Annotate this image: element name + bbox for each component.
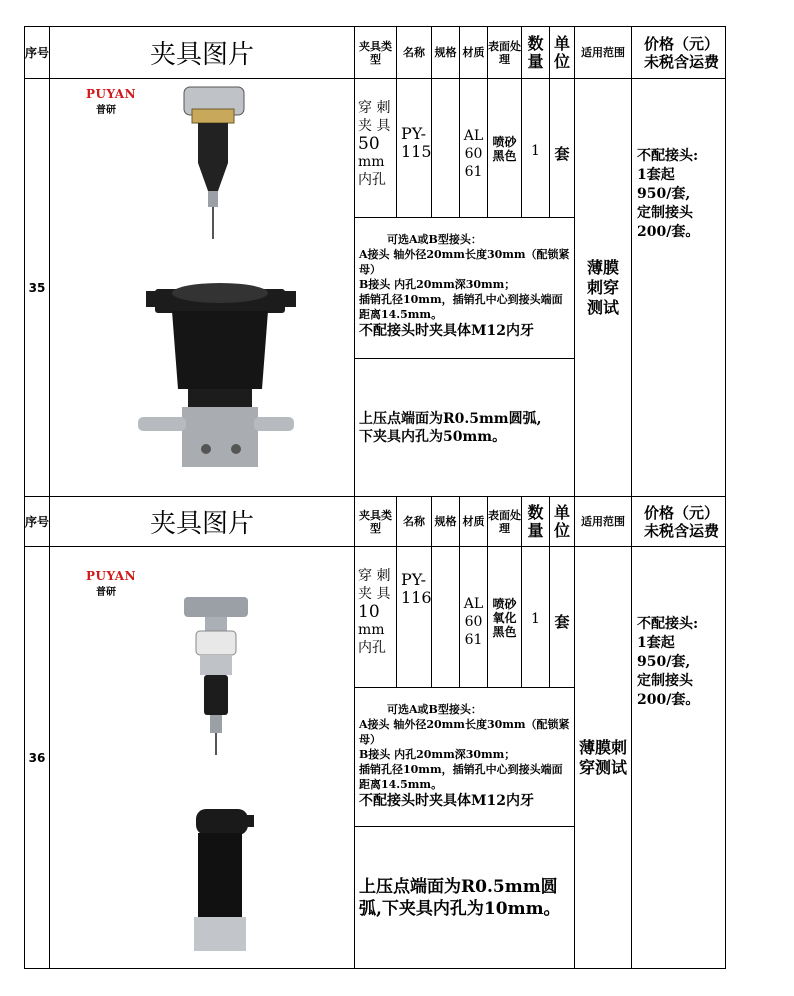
spec-table: [24, 496, 726, 969]
unit-cell: 套: [550, 79, 575, 218]
image-cell: [50, 79, 355, 497]
header-image: 夹具图片: [50, 27, 355, 79]
surface-cell: 喷砂 氧化 黑色: [488, 547, 522, 688]
surface-cell: 喷砂 黑色: [488, 79, 522, 218]
header-seq: 序号: [25, 497, 50, 547]
item-block-35: [24, 26, 725, 497]
header-material: 材质: [460, 27, 488, 79]
puyan-logo: PUYAN 普研: [86, 87, 137, 116]
header-surface: 表面处理: [488, 497, 522, 547]
header-name: 名称: [397, 27, 432, 79]
header-price: 价格（元） 未税含运费: [632, 27, 726, 79]
header-name: 名称: [397, 497, 432, 547]
material-cell: AL 60 61: [460, 547, 488, 688]
spec-value-cell: [432, 79, 460, 218]
header-type: 夹具类型: [355, 27, 397, 79]
unit-cell: 套: [550, 547, 575, 688]
press-note-cell: 上压点端面为R0.5mm圆 弧,下夹具内孔为10mm。: [355, 827, 575, 969]
scope-cell: 薄膜 刺穿 测试: [575, 79, 632, 497]
header-material: 材质: [460, 497, 488, 547]
model-cell: PY- 115: [397, 79, 432, 218]
material-cell: AL 60 61: [460, 79, 488, 218]
header-spec: 规格: [432, 497, 460, 547]
spec-table: [24, 26, 726, 497]
seq-cell: 36: [25, 547, 50, 969]
header-seq: 序号: [25, 27, 50, 79]
type-cell: 穿 刺 夹 具 10 mm 内孔: [355, 547, 397, 688]
puyan-logo: PUYAN 普研: [86, 569, 137, 598]
joint-note-cell: 可选A或B型接头： A接头 轴外径20mm长度30mm（配锁紧母） B接头 内孔20mm深30mm； 插销孔径10mm，插销孔中心到接头端面距离14.5mm。 不配接头时夹具体M12内牙: [355, 218, 575, 359]
press-note-cell: 上压点端面为R0.5mm圆弧, 下夹具内孔为50mm。: [355, 359, 575, 497]
image-cell: [50, 547, 355, 969]
header-row: [25, 27, 726, 79]
header-scope: 适用范围: [575, 497, 632, 547]
header-image: 夹具图片: [50, 497, 355, 547]
fixture-photo: [50, 547, 355, 967]
header-scope: 适用范围: [575, 27, 632, 79]
header-qty: 数量: [522, 27, 550, 79]
item-block-36: [24, 496, 725, 969]
qty-cell: 1: [522, 79, 550, 218]
header-type: 夹具类型: [355, 497, 397, 547]
joint-note-cell: 可选A或B型接头： A接头 轴外径20mm长度30mm（配锁紧母） B接头 内孔20mm深30mm； 插销孔径10mm，插销孔中心到接头端面距离14.5mm。 不配接头时夹具体M12内牙: [355, 688, 575, 827]
header-qty: 数量: [522, 497, 550, 547]
header-unit: 单位: [550, 27, 575, 79]
header-row: [25, 497, 726, 547]
header-unit: 单位: [550, 497, 575, 547]
header-price: 价格（元） 未税含运费: [632, 497, 726, 547]
model-cell: PY- 116: [397, 547, 432, 688]
qty-cell: 1: [522, 547, 550, 688]
seq-cell: 35: [25, 79, 50, 497]
fixture-photo: [50, 79, 355, 494]
scope-cell: 薄膜刺 穿测试: [575, 547, 632, 969]
type-cell: 穿 刺 夹 具 50 mm 内孔: [355, 79, 397, 218]
price-cell: 不配接头: 1套起 950/套, 定制接头 200/套。: [632, 547, 726, 969]
header-surface: 表面处理: [488, 27, 522, 79]
spec-value-cell: [432, 547, 460, 688]
price-cell: 不配接头: 1套起 950/套, 定制接头 200/套。: [632, 79, 726, 497]
header-spec: 规格: [432, 27, 460, 79]
